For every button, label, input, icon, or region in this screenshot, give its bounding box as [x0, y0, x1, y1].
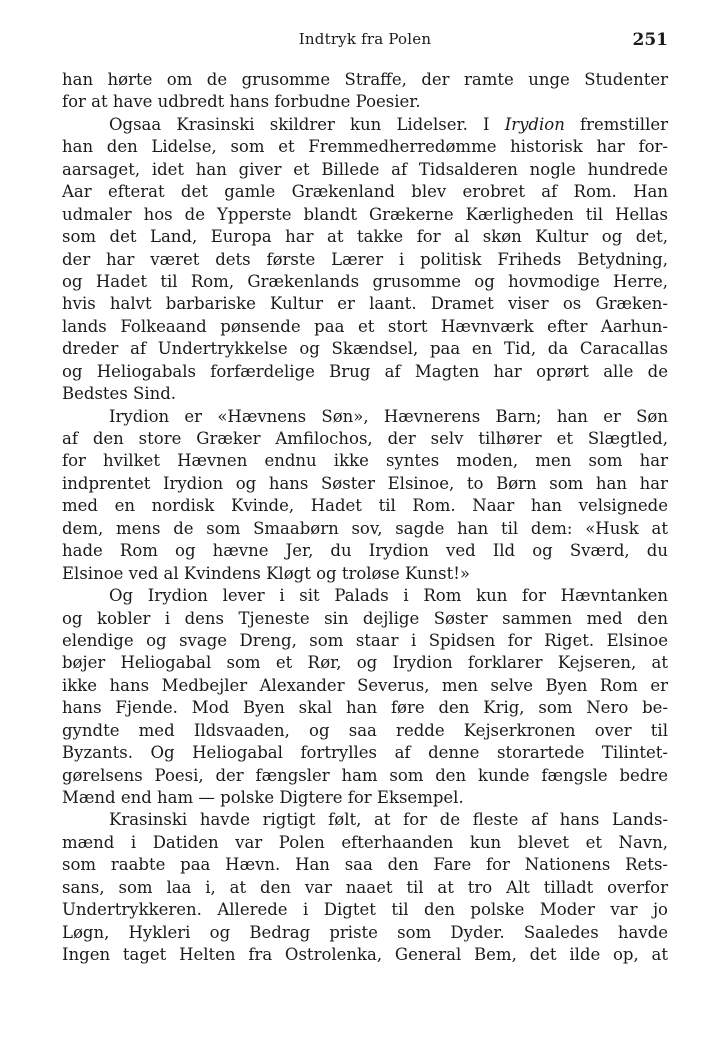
text-line: han den Lidelse, som et Fremmedherredømme historisk har for- [62, 137, 668, 157]
text-line: for at have udbredt hans forbudne Poesier. [62, 92, 421, 112]
text-line: bøjer Heliogabal som et Rør, og Irydion forklarer Kejseren, at [62, 653, 668, 673]
text-line: af den store Græker Amfilochos, der selv tilhører et Slægtled, [62, 429, 668, 448]
text-line: mænd i Datiden var Polen efterhaanden kun blevet et Navn, [62, 832, 668, 852]
text-line: dem, mens de som Smaabørn sov, sagde han til dem: «Husk at [62, 518, 668, 538]
text-line: og Heliogabals forfærdelige Brug af Magten har oprørt alle de [62, 361, 668, 381]
text-line: Mænd end ham — polske Digtere for Eksempel. [62, 788, 464, 807]
text-line: som det Land, Europa har at takke for al skøn Kultur og det, [62, 227, 668, 247]
text-line: og Hadet til Rom, Grækenlands grusomme og hovmodige Herre, [62, 271, 668, 291]
text-line: Irydion er «Hævnens Søn», Hævnerens Barn; han er Søn [109, 406, 668, 426]
text-line: med en nordisk Kvinde, Hadet til Rom. Naar han velsignede [62, 496, 668, 516]
text-line: Undertrykkeren. Allerede i Digtet til den polske Moder var jo [62, 900, 668, 920]
page-header [62, 30, 668, 56]
text-line: Elsinoe ved al Kvindens Kløgt og troløse Kunst!» [62, 563, 471, 583]
text-line: han hørte om de grusomme Straffe, der ramte unge Studenter [62, 70, 668, 89]
text-line: for hvilket Hævnen endnu ikke syntes moden, men som har [62, 451, 668, 471]
text-line: aarsaget, idet han giver et Billede af Tidsalderen nogle hundrede [62, 159, 668, 179]
page-number: 251 [632, 30, 668, 50]
text-line: udmaler hos de Ypperste blandt Grækerne Kærligheden til Hellas [62, 204, 668, 224]
text-line: der har været dets første Lærer i politisk Friheds Betydning, [62, 249, 668, 269]
text-line: hade Rom og hævne Jer, du Irydion ved Ild og Sværd, du [62, 541, 668, 561]
text-line: hvis halvt barbariske Kultur er laant. Dramet viser os Græken- [62, 294, 668, 314]
text-line: Og Irydion lever i sit Palads i Rom kun for Hævntanken [109, 586, 668, 606]
text-line: gyndte med Ildsvaaden, og saa redde Kejserkronen over til [62, 720, 668, 740]
running-title: Indtryk fra Polen [298, 30, 432, 48]
text-line: dreder af Undertrykkelse og Skændsel, paa en Tid, da Caracallas [62, 339, 668, 359]
text-line: sans, som laa i, at den var naaet til at tro Alt tilladt overfor [62, 877, 668, 897]
drama-title: Irydion [504, 114, 565, 134]
text-line: hans Fjende. Mod Byen skal han føre den Krig, som Nero be- [62, 698, 668, 718]
text-line: Krasinski havde rigtigt følt, at for de fleste af hans Lands- [109, 810, 668, 830]
text-line: Bedstes Sind. [62, 384, 177, 404]
text-line: elendige og svage Dreng, som staar i Spidsen for Riget. Elsinoe [62, 630, 668, 650]
text-line: gørelsens Poesi, der fængsler ham som den kunde fængsle bedre [62, 765, 668, 785]
text-line: indprentet Irydion og hans Søster Elsinoe, to Børn som han har [62, 473, 668, 493]
text-line: Ingen taget Helten fra Ostrolenka, General Bem, det ilde op, at [62, 945, 668, 965]
text-line: lands Folkeaand pønsende paa et stort Hævnværk efter Aarhun- [62, 316, 668, 336]
text-line: Ogsaa Krasinski skildrer kun Lidelser. I Irydion fremstiller [109, 114, 668, 134]
text-line: ikke hans Medbejler Alexander Severus, men selve Byen Rom er [62, 675, 668, 695]
text-line: Løgn, Hykleri og Bedrag priste som Dyder. Saaledes havde [62, 922, 668, 942]
text-line: Aar efterat det gamle Grækenland blev erobret af Rom. Han [62, 182, 668, 202]
text-line: og kobler i dens Tjeneste sin dejlige Søster sammen med den [62, 608, 668, 628]
text-line: Byzants. Og Heliogabal fortrylles af denne storartede Tilintet- [62, 743, 668, 763]
body-text [62, 69, 668, 967]
text-line: som raabte paa Hævn. Han saa den Fare for Nationens Rets- [62, 855, 668, 875]
